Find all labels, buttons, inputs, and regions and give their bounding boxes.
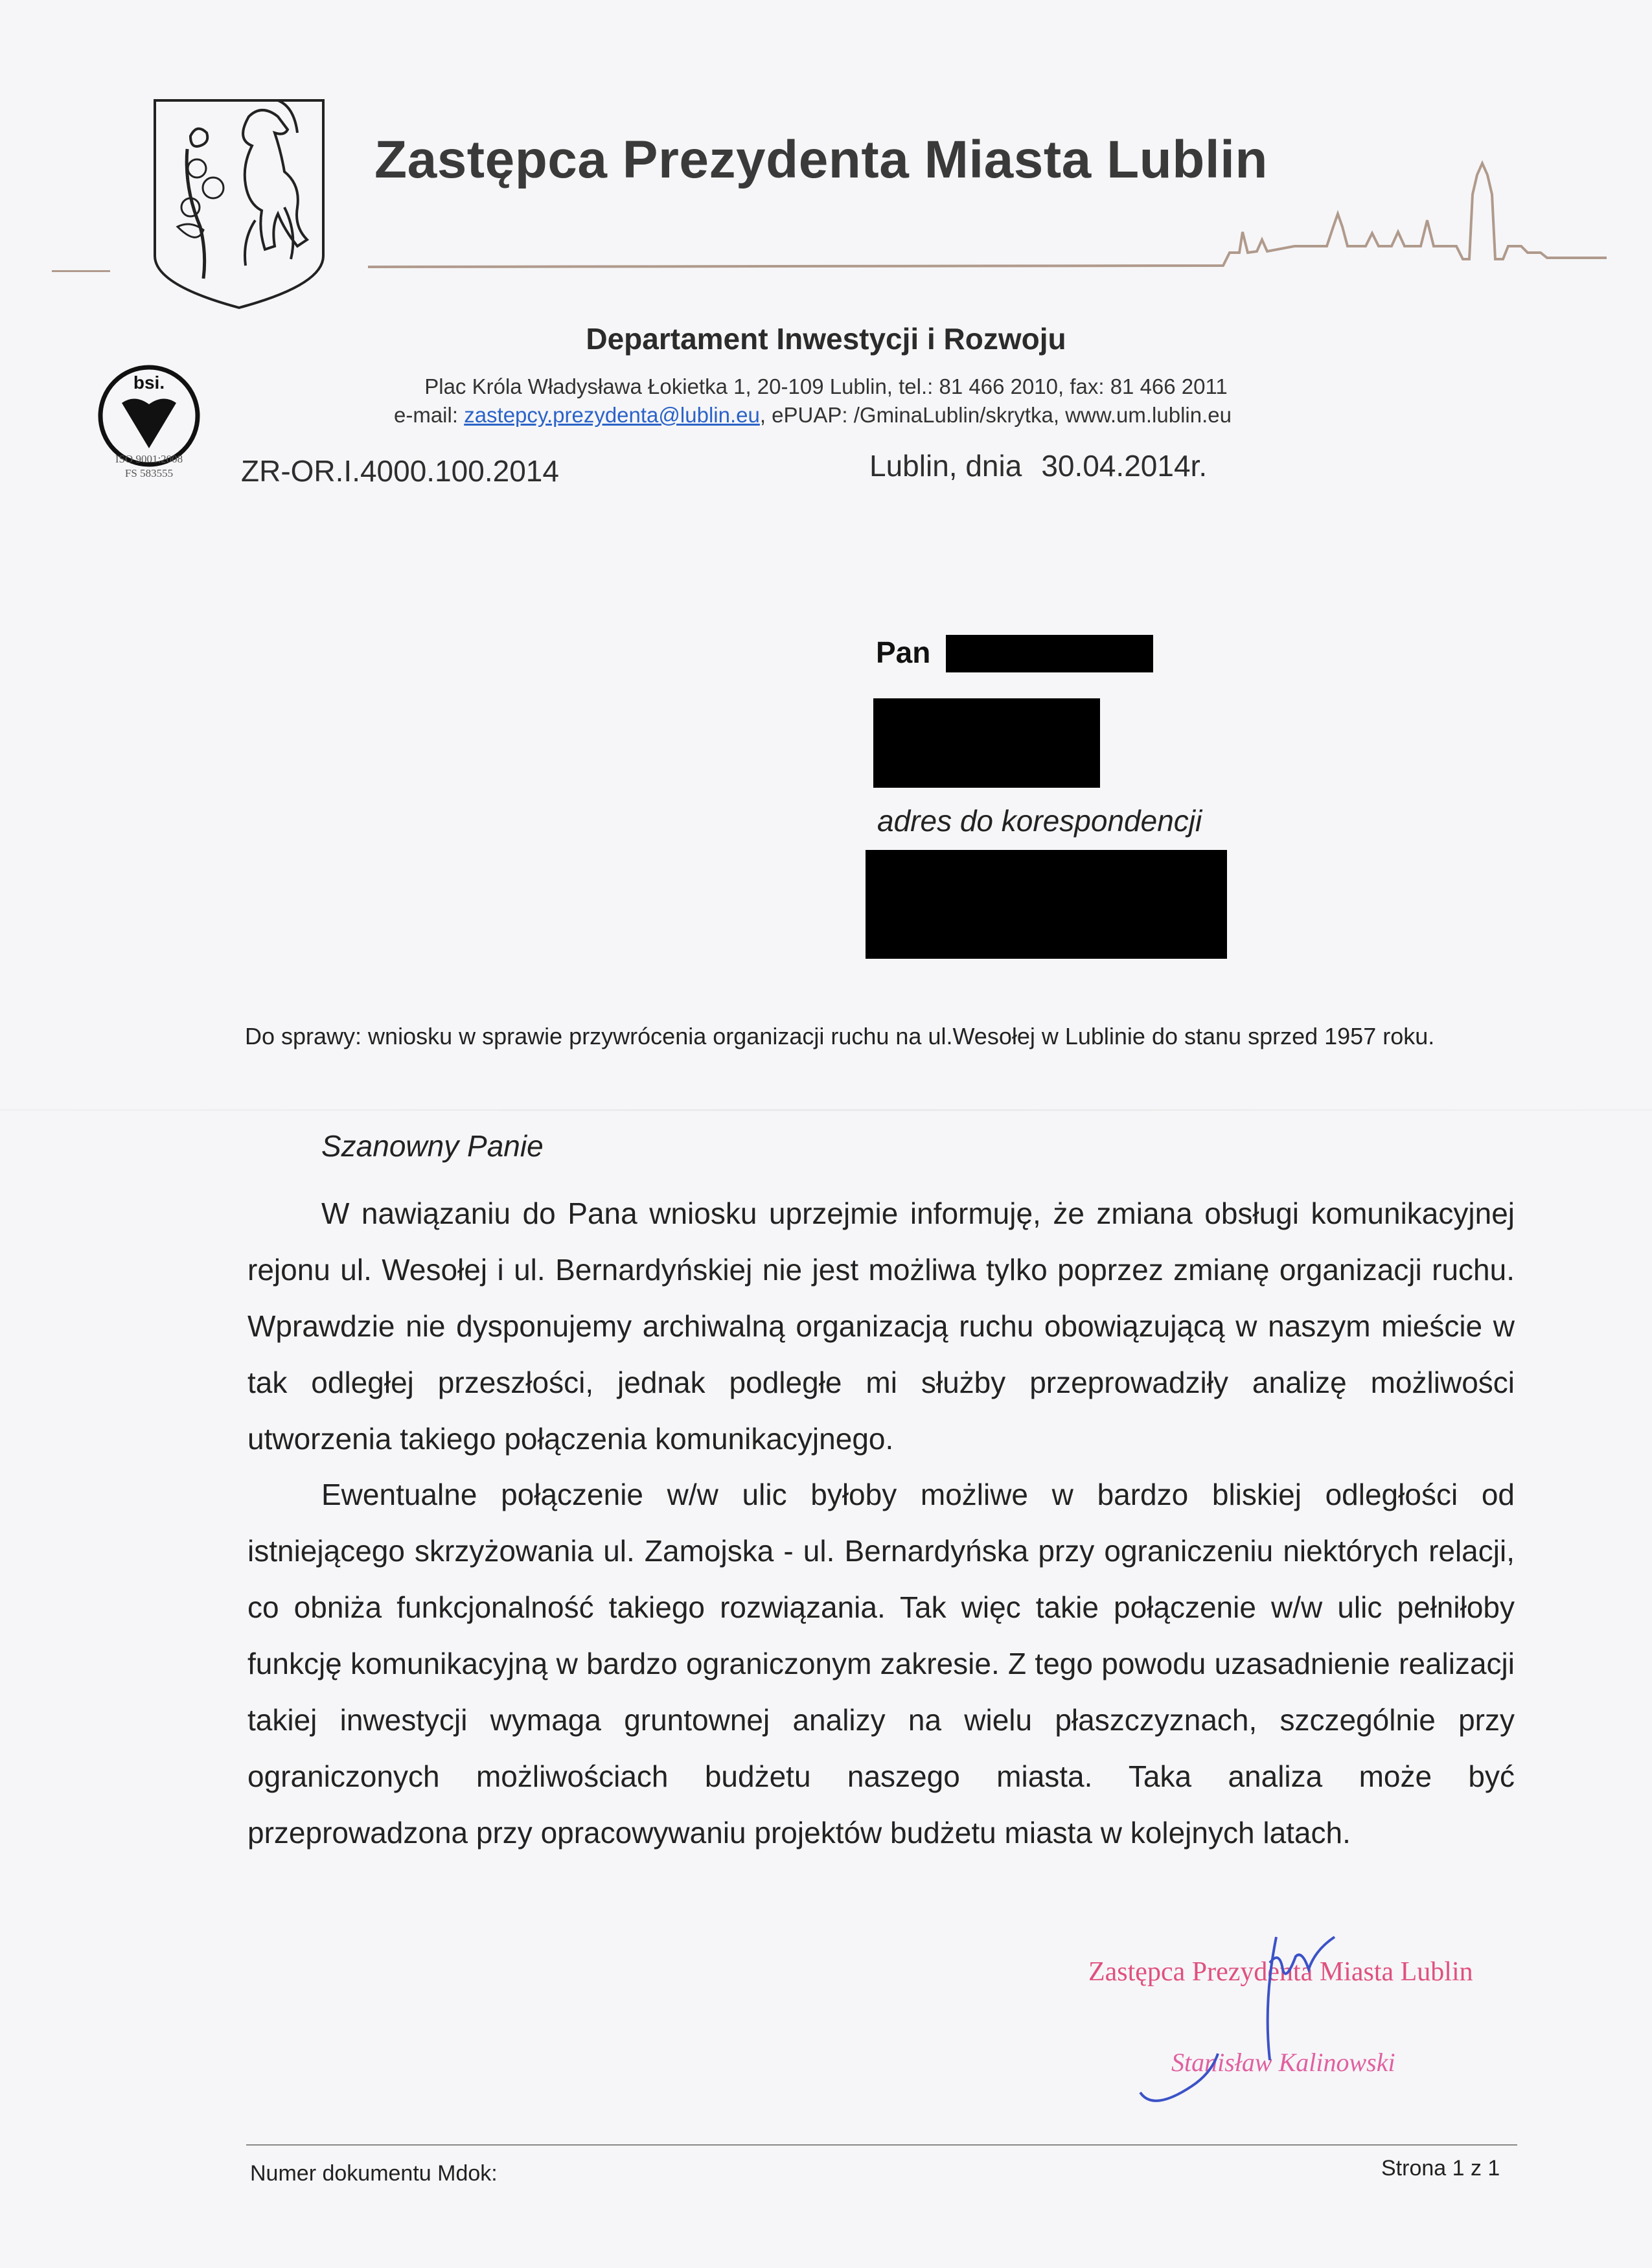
- letter-subject: Do sprawy: wniosku w sprawie przywrócenia organizacji ruchu na ul.Wesołej w Lublinie do stanu sprzed 1957 roku.: [245, 1023, 1435, 1049]
- redacted-correspondence-address: [866, 850, 1227, 959]
- email-link[interactable]: zastepcy.prezydenta@lublin.eu: [464, 403, 760, 427]
- page-number: Strona 1 z 1: [1381, 2156, 1500, 2181]
- redacted-recipient-name: [946, 635, 1153, 672]
- stamp-name: Stanisław Kalinowski: [1171, 2048, 1395, 2077]
- epuap-text: , ePUAP: /GminaLublin/skrytka, www.um.lublin.eu: [759, 403, 1232, 427]
- body-paragraph: [247, 1467, 1515, 1861]
- paragraph-text: W nawiązaniu do Pana wniosku uprzejmie informuję, że zmiana obsługi komunikacyjnej rejonu ul. Wesołej i ul. Bernardyńskiej nie jest możliwa tylko poprzez zmianę organizacji ruchu. Wprawdzie nie dysponujemy archiwalną organizacją ruchu obowiązującą w naszym mieście w tak odległej przeszłości, jednak podległe mi służby przeprowadziły analizę możliwości utworzenia takiego połączenia komunikacyjnego.: [247, 1197, 1515, 1456]
- letterhead-rule-left: [52, 270, 110, 272]
- salutation: Szanowny Panie: [321, 1129, 544, 1163]
- department-name: Departament Inwestycji i Rozwoju: [586, 322, 1066, 356]
- document-number-label: Numer dokumentu Mdok:: [250, 2161, 498, 2186]
- address-line: Plac Króla Władysława Łokietka 1, 20-109 Lublin, tel.: 81 466 2010, fax: 81 466 2011: [424, 374, 1228, 398]
- iso-standard: ISO 9001:2008: [115, 453, 183, 465]
- handwritten-signature-icon: [1114, 1924, 1373, 2112]
- certificate-number: FS 583555: [124, 467, 174, 479]
- iso-certificate: [91, 452, 207, 481]
- redacted-recipient-address: [873, 698, 1100, 788]
- paper-fold: [0, 1109, 1652, 1111]
- reference-number: ZR-OR.I.4000.100.2014: [241, 454, 559, 488]
- contact-line: [394, 403, 1232, 428]
- email-label: e-mail:: [394, 403, 465, 427]
- coat-of-arms-icon: [152, 97, 327, 311]
- correspondence-label: adres do korespondencji: [877, 804, 1202, 838]
- letter-date: 30.04.2014r.: [1041, 449, 1208, 483]
- body-paragraph: [247, 1186, 1515, 1467]
- place-date: [869, 448, 1207, 483]
- footer-divider: [246, 2144, 1517, 2146]
- recipient-prefix: Pan: [876, 636, 931, 669]
- letterhead-title: Zastępca Prezydenta Miasta Lublin: [374, 130, 1268, 189]
- paragraph-text: Ewentualne połączenie w/w ulic byłoby możliwe w bardzo bliskiej odległości od istniejącego skrzyżowania ul. Zamojska - ul. Bernardyńska przy ograniczeniu niektórych relacji, co obniża funkcjonalność takiego rozwiązania. Tak więc takie połączenie w/w ulic pełniłoby funkcję komunikacyjną w bardzo ograniczonym zakresie. Z tego powodu uzasadnienie realizacji takiej inwestycji wymaga gruntownej analizy na wielu płaszczyznach, szczególnie przy ograniczonych możliwościach budżetu naszego miasta. Taka analiza może być przeprowadzona przy opracowywaniu projektów budżetu miasta w kolejnych latach.: [247, 1478, 1515, 1850]
- skyline-divider-icon: [368, 155, 1607, 279]
- stamp-title: Zastępca Prezydenta Miasta Lublin: [1088, 1957, 1473, 1987]
- place-label: Lublin, dnia: [869, 449, 1022, 483]
- bsi-logo-text: bsi.: [133, 372, 165, 393]
